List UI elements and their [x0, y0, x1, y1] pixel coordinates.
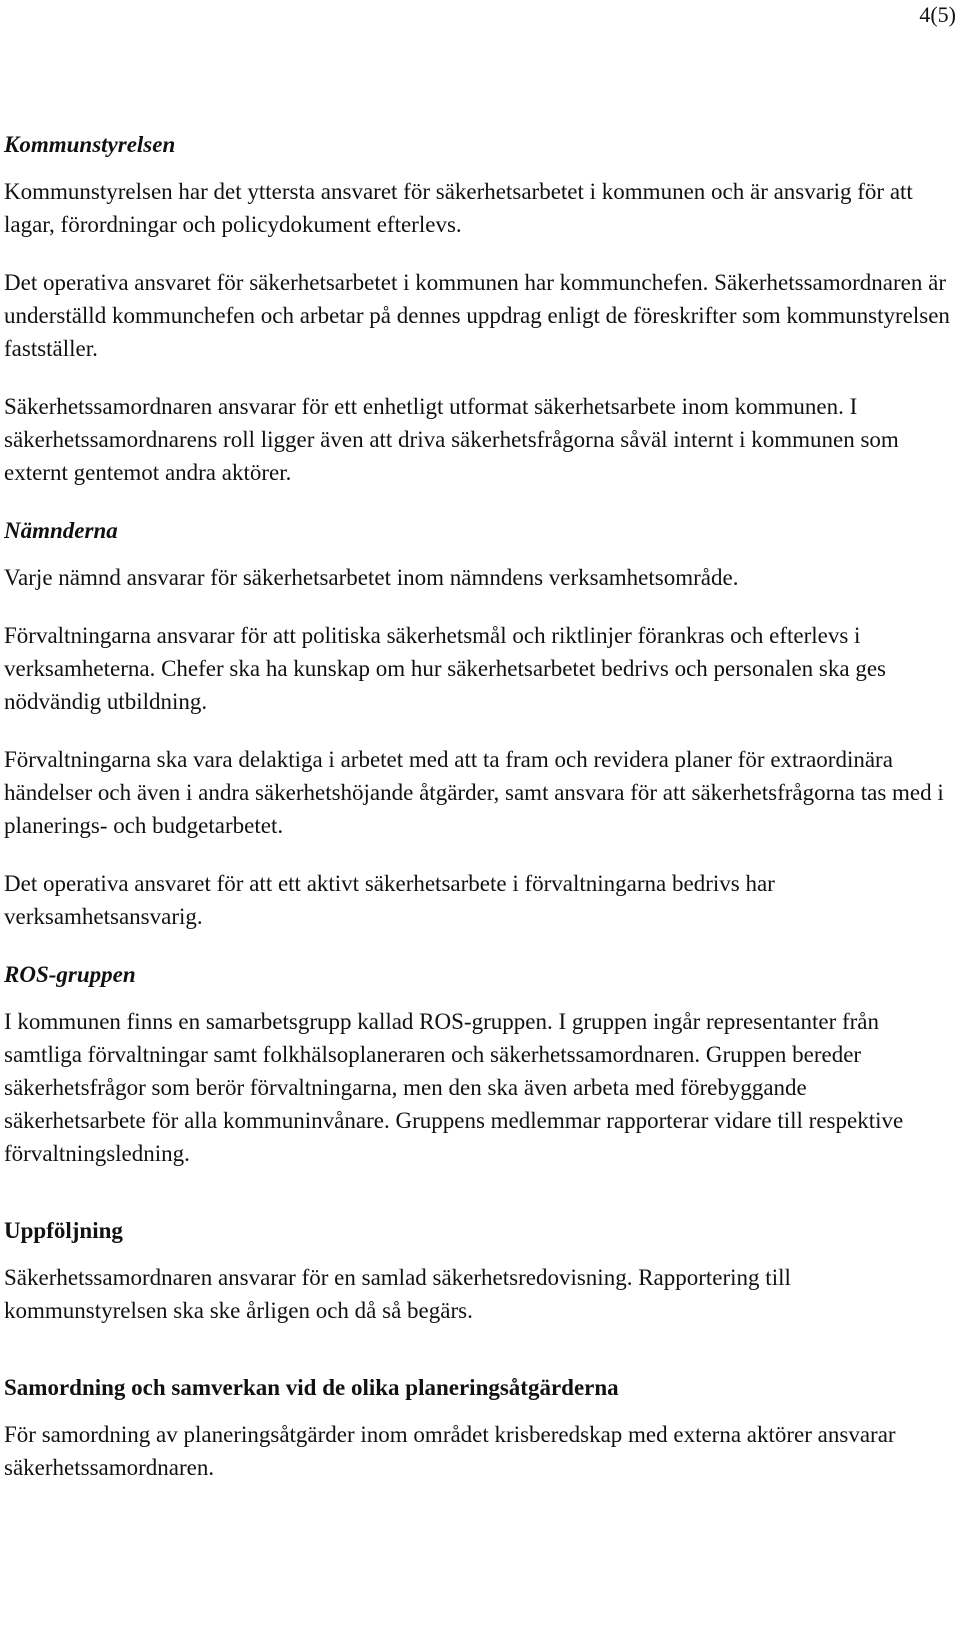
section-heading-namnderna: Nämnderna — [4, 518, 118, 543]
paragraph: Förvaltningarna ansvarar för att politiska säkerhetsmål och riktlinjer förankras och efterlevs i verksamheterna. Chefer ska ha kunskap om hur säkerhetsarbetet bedrivs och personalen ska ges nödvändig utbildning. — [4, 623, 886, 714]
paragraph: Varje nämnd ansvarar för säkerhetsarbetet inom nämndens verksamhetsområde. — [4, 565, 739, 590]
document-body — [4, 128, 954, 1484]
page-number: 4(5) — [919, 2, 956, 27]
paragraph: Säkerhetssamordnaren ansvarar för en samlad säkerhetsredovisning. Rapportering till kommunstyrelsen ska ske årligen och då så begärs. — [4, 1265, 791, 1323]
paragraph: För samordning av planeringsåtgärder inom området krisberedskap med externa aktörer ansvarar säkerhetssamordnaren. — [4, 1422, 896, 1480]
paragraph: Förvaltningarna ska vara delaktiga i arbetet med att ta fram och revidera planer för extraordinära händelser och även i andra säkerhetshöjande åtgärder, samt ansvara för att säkerhetsfrågorna tas med i planerings- och budgetarbetet. — [4, 747, 944, 838]
paragraph: I kommunen finns en samarbetsgrupp kallad ROS-gruppen. I gruppen ingår representanter från samtliga förvaltningar samt folkhälsoplaneraren och säkerhetssamordnaren. Gruppen bereder säkerhetsfrågor som berör förvaltningarna, men den ska även arbeta med förebyggande säkerhetsarbete för alla kommuninvånare. Gruppens medlemmar rapporterar vidare till respektive förvaltningsledning. — [4, 1009, 904, 1166]
section-heading-uppfoljning: Uppföljning — [4, 1218, 123, 1243]
section-heading-kommunstyrelsen: Kommunstyrelsen — [4, 132, 176, 157]
section-heading-ros-gruppen: ROS-gruppen — [4, 962, 136, 987]
paragraph: Det operativa ansvaret för säkerhetsarbetet i kommunen har kommunchefen. Säkerhetssamordnaren är underställd kommunchefen och arbetar på dennes uppdrag enligt de föreskrifter som kommunstyrelsen fastställer. — [4, 270, 950, 361]
paragraph: Kommunstyrelsen har det yttersta ansvaret för säkerhetsarbetet i kommunen och är ansvarig för att lagar, förordningar och policydokument efterlevs. — [4, 179, 913, 237]
section-heading-samordning: Samordning och samverkan vid de olika planeringsåtgärderna — [4, 1375, 619, 1400]
paragraph: Säkerhetssamordnaren ansvarar för ett enhetligt utformat säkerhetsarbete inom kommunen. I säkerhetssamordnarens roll ligger även att driva säkerhetsfrågorna såväl internt i kommunen som externt gentemot andra aktörer. — [4, 394, 899, 485]
paragraph: Det operativa ansvaret för att ett aktivt säkerhetsarbete i förvaltningarna bedrivs har verksamhetsansvarig. — [4, 871, 775, 929]
